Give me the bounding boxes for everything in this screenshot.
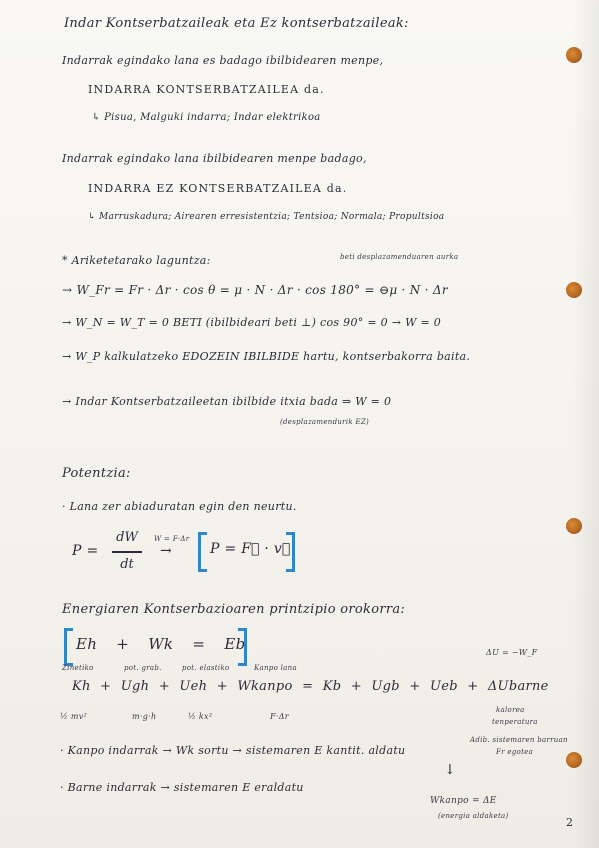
power-box-right <box>286 532 295 572</box>
power-numerator: dW <box>116 530 138 545</box>
barne-note-3: Adib. sistemaren barruan <box>470 736 568 744</box>
down-arrow-icon: ↓ <box>444 762 456 778</box>
power-arrow: → <box>160 543 172 559</box>
power-box-left <box>198 532 207 572</box>
power-fraction-bar <box>112 551 142 553</box>
binder-hole-1 <box>566 47 582 63</box>
internal-forces-note: · Barne indarrak → sistemaren E eraldatu <box>60 781 304 794</box>
page-edge-shadow <box>573 0 599 848</box>
kinetic-formula: ½ mv² <box>60 712 88 721</box>
energy-box-left <box>64 628 73 666</box>
grav-formula: m·g·h <box>132 712 157 721</box>
external-work-note: (energia aldaketa) <box>438 812 509 820</box>
work-formula: F·Δr <box>270 712 289 721</box>
bullet-2-line-1: Indarrak egindako lana ibilbidearen menpe badago, <box>62 152 367 165</box>
bullet-2-line-3: ↳ Marruskadura; Airearen erresistentzia; Tentsioa; Normala; Propultsioa <box>88 212 445 222</box>
bullet-1-line-2: INDARRA KONTSERBATZAILEA da. <box>88 83 325 96</box>
energy-full-eq: Kh + Ugh + Ueh + Wkanpo = Kb + Ugb + Ueb + ΔUbarne <box>72 679 549 694</box>
friction-note: beti desplazamenduaren aurka <box>340 253 459 261</box>
power-vector-eq: P = F⃗ · v⃗ <box>210 541 291 557</box>
power-arrow-note: W = F·Δr <box>154 535 190 543</box>
power-definition: · Lana zer abiaduratan egin den neurtu. <box>62 500 297 513</box>
friction-work-eq: → W_Fr = Fr · Δr · cos θ = μ · N · Δr · cos 180° = ⊖μ · N · Δr <box>62 283 448 297</box>
normal-work-eq: → W_N = W_T = 0 BETI (ibilbideari beti ⊥) cos 90° = 0 → W = 0 <box>62 316 442 329</box>
energy-box-right <box>238 628 247 666</box>
barne-note-1: kalorea <box>496 706 525 714</box>
label-external: Kanpo lana <box>254 664 297 672</box>
bullet-2-line-2: INDARRA EZ KONTSERBATZAILEA da. <box>88 182 348 195</box>
energy-boxed-eq: Eh + Wk = Eb <box>76 635 246 653</box>
energy-heading: Energiaren Kontserbazioaren printzipio orokorra: <box>62 602 406 617</box>
page-number: 2 <box>566 816 574 829</box>
barne-note-2: tenperatura <box>492 718 538 726</box>
binder-hole-2 <box>566 282 582 298</box>
energy-delta-u-note: ΔU = −W_F <box>486 648 538 657</box>
bullet-1-line-3: ↳ Pisua, Malguki indarra; Indar elektrikoa <box>92 112 321 123</box>
power-p-label: P = <box>72 543 99 559</box>
label-kinetic: Zinetiko <box>62 664 94 672</box>
external-forces-note: · Kanpo indarrak → Wk sortu → sistemaren E kantit. aldatu <box>60 744 406 757</box>
label-elastic: pot. elastiko <box>182 664 230 672</box>
bullet-1-line-1: Indarrak egindako lana es badago ibilbidearen menpe, <box>62 54 384 67</box>
power-heading: Potentzia: <box>62 466 131 481</box>
binder-hole-4 <box>566 752 582 768</box>
closed-path-subnote: (desplazamendurik EZ) <box>280 418 370 426</box>
label-grav: pot. grab. <box>124 664 162 672</box>
closed-path-note: → Indar Kontserbatzaileetan ibilbide itxia bada ⇒ W = 0 <box>62 395 392 408</box>
exercise-help-heading: * Ariketetarako laguntza: <box>62 254 211 267</box>
power-denominator: dt <box>120 557 134 572</box>
barne-note-4: Fr egotea <box>496 748 534 756</box>
page-title: Indar Kontserbatzaileak eta Ez kontserbatzaileak: <box>64 16 409 31</box>
elastic-formula: ½ kx² <box>188 712 213 721</box>
binder-hole-3 <box>566 518 582 534</box>
potential-work-note: → W_P kalkulatzeko EDOZEIN IBILBIDE hartu, kontserbakorra baita. <box>62 350 471 363</box>
external-work-eq: Wkanpo = ΔE <box>430 796 497 806</box>
